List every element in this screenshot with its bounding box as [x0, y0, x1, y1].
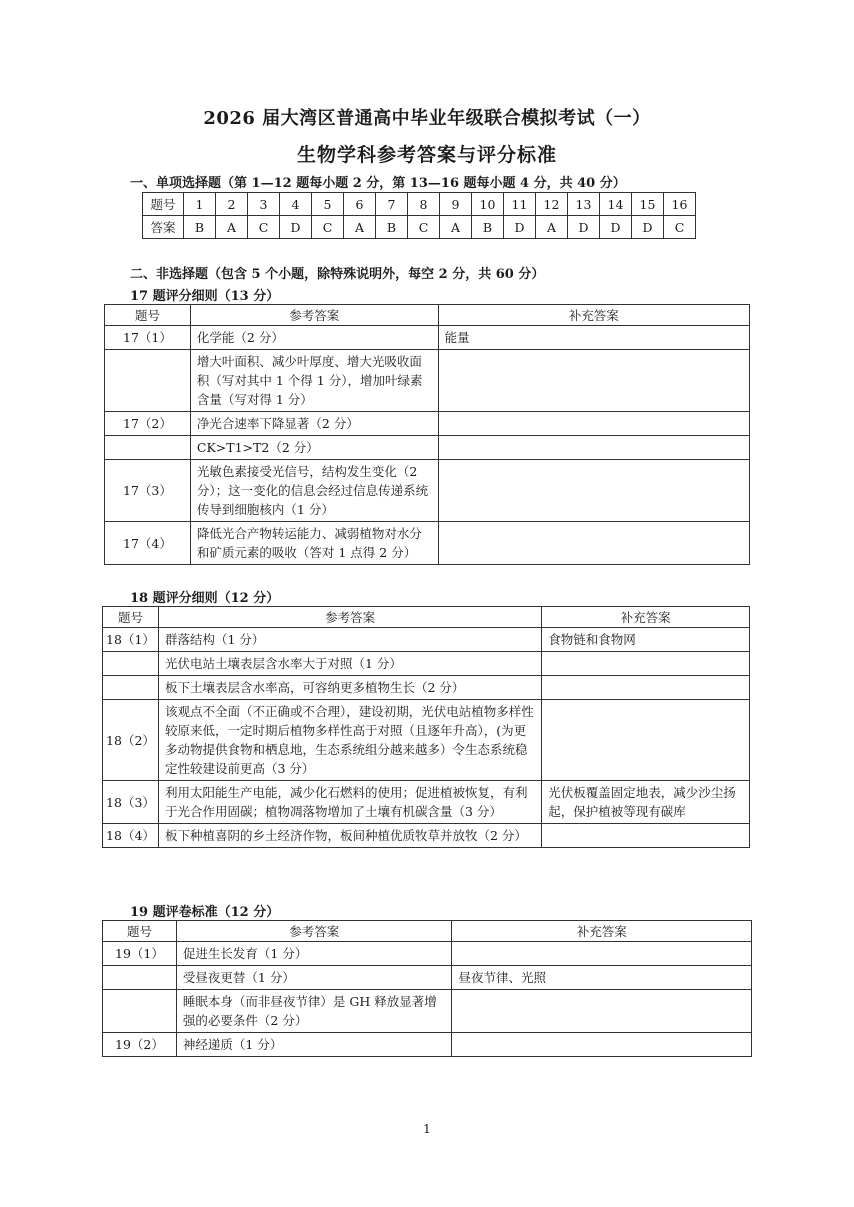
col-header-extra: 补充答案: [542, 607, 750, 628]
reference-answer: 化学能（2 分）: [190, 326, 438, 350]
question-number: 17（3）: [105, 460, 191, 522]
reference-answer: 睡眠本身（而非昼夜节律）是 GH 释放显著增强的必要条件（2 分）: [176, 990, 452, 1033]
reference-answer: 神经递质（1 分）: [176, 1033, 452, 1057]
mcq-number: 14: [600, 193, 632, 216]
mcq-number: 4: [280, 193, 312, 216]
mcq-answer: C: [408, 216, 440, 239]
mcq-number-row: [143, 193, 696, 216]
table-row: [103, 942, 752, 966]
supplementary-answer: [542, 652, 750, 676]
question-number: [103, 652, 159, 676]
table-row: [105, 522, 750, 565]
mcq-answer: C: [312, 216, 344, 239]
supplementary-answer: [452, 942, 752, 966]
reference-answer: 利用太阳能生产电能，减少化石燃料的使用；促进植被恢复，有利于光合作用固碳；植物凋落物增加了土壤有机碳含量（3 分）: [158, 781, 541, 824]
table-row: [105, 350, 750, 412]
table-header-row: [105, 305, 750, 326]
mcq-number: 10: [472, 193, 504, 216]
mcq-number: 16: [664, 193, 696, 216]
reference-answer: 受昼夜更替（1 分）: [176, 966, 452, 990]
mcq-answer: D: [568, 216, 600, 239]
table-row: [103, 990, 752, 1033]
mcq-number: 9: [440, 193, 472, 216]
mcq-number-label: 题号: [143, 193, 184, 216]
mcq-answer-label: 答案: [143, 216, 184, 239]
mcq-answer: D: [632, 216, 664, 239]
question-number: 19（1）: [103, 942, 177, 966]
table-row: [105, 460, 750, 522]
col-header-extra: 补充答案: [452, 921, 752, 942]
mcq-number: 5: [312, 193, 344, 216]
supplementary-answer: [452, 1033, 752, 1057]
mcq-number: 6: [344, 193, 376, 216]
col-header-number: 题号: [103, 921, 177, 942]
question-number: 17（1）: [105, 326, 191, 350]
supplementary-answer: [438, 436, 749, 460]
table-header-row: [103, 607, 750, 628]
col-header-answer: 参考答案: [158, 607, 541, 628]
mcq-answer: B: [472, 216, 504, 239]
exam-title: 2026 届大湾区普通高中毕业年级联合模拟考试（一）: [203, 108, 651, 129]
reference-answer: 增大叶面积、减少叶厚度、增大光吸收面积（写对其中 1 个得 1 分），增加叶绿素含量（写对得 1 分）: [190, 350, 438, 412]
mcq-answer: A: [216, 216, 248, 239]
q17-heading: 17 题评分细则（13 分）: [130, 289, 280, 304]
section1-heading: 一、单项选择题（第 1—12 题每小题 2 分，第 13—16 题每小题 4 分，共 40 分）: [130, 176, 626, 191]
col-header-number: 题号: [105, 305, 191, 326]
mcq-number: 2: [216, 193, 248, 216]
mcq-answer-row: [143, 216, 696, 239]
col-header-number: 题号: [103, 607, 159, 628]
question-number: 18（2）: [103, 700, 159, 781]
mcq-answer: D: [600, 216, 632, 239]
table-row: [105, 412, 750, 436]
table-row: [105, 326, 750, 350]
q17-grading-table: [104, 304, 750, 565]
col-header-answer: 参考答案: [176, 921, 452, 942]
supplementary-answer: [438, 522, 749, 565]
q19-grading-table: [102, 920, 752, 1057]
question-number: 18（3）: [103, 781, 159, 824]
mcq-answer: C: [664, 216, 696, 239]
table-header-row: [103, 921, 752, 942]
question-number: 18（4）: [103, 824, 159, 848]
exam-subtitle: 生物学科参考答案与评分标准: [296, 144, 557, 166]
supplementary-answer: [542, 824, 750, 848]
reference-answer: 该观点不全面（不正确或不合理），建设初期，光伏电站植物多样性较原来低，一定时期后植物多样性高于对照（且逐年升高），(为更多动物提供食物和栖息地，生态系统组分越来越多）令生态系统稳定性较建设前更高（3 分）: [158, 700, 541, 781]
mcq-number: 8: [408, 193, 440, 216]
reference-answer: 群落结构（1 分）: [158, 628, 541, 652]
supplementary-answer: [542, 700, 750, 781]
mcq-number: 12: [536, 193, 568, 216]
mcq-number: 15: [632, 193, 664, 216]
question-number: [103, 990, 177, 1033]
question-number: 17（4）: [105, 522, 191, 565]
col-header-answer: 参考答案: [190, 305, 438, 326]
mcq-answer: C: [248, 216, 280, 239]
mcq-answer: A: [344, 216, 376, 239]
table-row: [103, 824, 750, 848]
question-number: [105, 436, 191, 460]
reference-answer: 促进生长发育（1 分）: [176, 942, 452, 966]
supplementary-answer: [438, 460, 749, 522]
supplementary-answer: 食物链和食物网: [542, 628, 750, 652]
question-number: 18（1）: [103, 628, 159, 652]
mcq-number: 11: [504, 193, 536, 216]
table-row: [103, 652, 750, 676]
mcq-number: 13: [568, 193, 600, 216]
question-number: 17（2）: [105, 412, 191, 436]
supplementary-answer: 光伏板覆盖固定地表，减少沙尘扬起，保护植被等现有碳库: [542, 781, 750, 824]
section2-heading: 二、非选择题（包含 5 个小题，除特殊说明外，每空 2 分，共 60 分）: [130, 267, 545, 282]
page-number: 1: [423, 1122, 431, 1136]
reference-answer: 板下土壤表层含水率高，可容纳更多植物生长（2 分）: [158, 676, 541, 700]
reference-answer: 光敏色素接受光信号，结构发生变化（2 分）；这一变化的信息会经过信息传递系统传导到细胞核内（1 分）: [190, 460, 438, 522]
table-row: [103, 676, 750, 700]
table-row: [103, 781, 750, 824]
mcq-answer: A: [440, 216, 472, 239]
question-number: [105, 350, 191, 412]
mcq-answer: A: [536, 216, 568, 239]
reference-answer: 板下种植喜阴的乡土经济作物，板间种植优质牧草并放牧（2 分）: [158, 824, 541, 848]
q18-grading-table: [102, 606, 750, 848]
mcq-answer: D: [504, 216, 536, 239]
question-number: 19（2）: [103, 1033, 177, 1057]
supplementary-answer: [438, 412, 749, 436]
supplementary-answer: [542, 676, 750, 700]
table-row: [105, 436, 750, 460]
question-number: [103, 676, 159, 700]
mcq-number: 1: [184, 193, 216, 216]
mcq-answer-table: [142, 192, 696, 239]
table-row: [103, 1033, 752, 1057]
reference-answer: 光伏电站土壤表层含水率大于对照（1 分）: [158, 652, 541, 676]
col-header-extra: 补充答案: [438, 305, 749, 326]
reference-answer: CK>T1>T2（2 分）: [190, 436, 438, 460]
mcq-number: 7: [376, 193, 408, 216]
mcq-answer: B: [184, 216, 216, 239]
table-row: [103, 700, 750, 781]
supplementary-answer: [438, 350, 749, 412]
supplementary-answer: 能量: [438, 326, 749, 350]
q19-heading: 19 题评卷标准（12 分）: [130, 905, 280, 920]
mcq-answer: D: [280, 216, 312, 239]
table-row: [103, 628, 750, 652]
mcq-number: 3: [248, 193, 280, 216]
supplementary-answer: 昼夜节律、光照: [452, 966, 752, 990]
supplementary-answer: [452, 990, 752, 1033]
reference-answer: 降低光合产物转运能力、减弱植物对水分和矿质元素的吸收（答对 1 点得 2 分）: [190, 522, 438, 565]
reference-answer: 净光合速率下降显著（2 分）: [190, 412, 438, 436]
mcq-answer: B: [376, 216, 408, 239]
table-row: [103, 966, 752, 990]
question-number: [103, 966, 177, 990]
q18-heading: 18 题评分细则（12 分）: [130, 591, 280, 606]
